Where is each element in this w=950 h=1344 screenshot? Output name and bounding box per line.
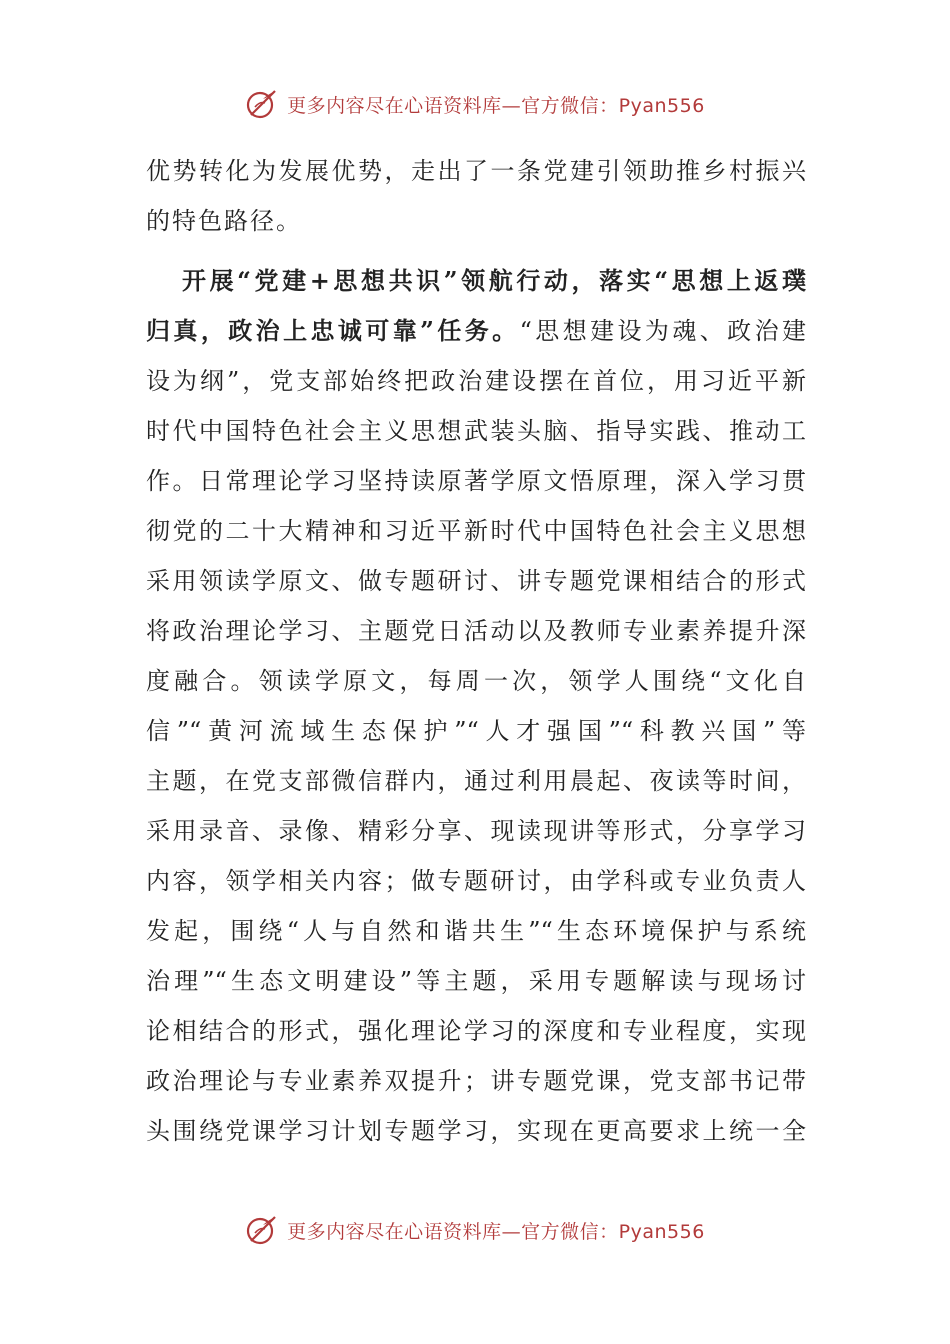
header-banner (0, 84, 950, 124)
text-line: 政治理论与专业素养双提升；讲专题党课，党支部书记带 (146, 1067, 806, 1095)
footer-banner (0, 1210, 950, 1250)
bold-heading-part: 归真，政治上忠诚可靠”任务。 (146, 316, 520, 345)
text-line: 内容，领学相关内容；做专题研讨，由学科或专业负责人 (146, 867, 806, 895)
footer-wechat-id: Pyan556 (618, 1220, 705, 1243)
document-body (146, 146, 806, 1156)
text-line: 彻党的二十大精神和习近平新时代中国特色社会主义思想 (146, 517, 806, 545)
quill-logo-icon (245, 1213, 279, 1247)
text-line: 主题，在党支部微信群内，通过利用晨起、夜读等时间， (146, 767, 806, 795)
text-line: 采用领读学原文、做专题研讨、讲专题党课相结合的形式 (146, 567, 806, 595)
text-line: 发起，围绕“人与自然和谐共生”“生态环境保护与系统 (146, 917, 806, 945)
text-line: 论相结合的形式，强化理论学习的深度和专业程度，实现 (146, 1017, 806, 1045)
text-line: 头围绕党课学习计划专题学习，实现在更高要求上统一全 (146, 1117, 806, 1145)
text-line: 将政治理论学习、主题党日活动以及教师专业素养提升深 (146, 617, 806, 645)
text-line: 时代中国特色社会主义思想武装头脑、指导实践、推动工 (146, 417, 806, 445)
text-line: 优势转化为发展优势，走出了一条党建引领助推乡村振兴 (146, 157, 806, 185)
header-banner-text: 更多内容尽在心语资料库—官方微信：Pyan556 (287, 94, 705, 117)
text-line: 设为纲”，党支部始终把政治建设摆在首位，用习近平新 (146, 367, 806, 395)
mixed-line (146, 306, 806, 356)
text-line: 信”“黄河流域生态保护”“人才强国”“科教兴国”等 (146, 717, 806, 745)
text-span: “思想建设为魂、政治建 (519, 317, 806, 345)
text-line: 的特色路径。 (146, 207, 302, 235)
text-line: 作。日常理论学习坚持读原著学原文悟原理，深入学习贯 (146, 467, 806, 495)
bold-heading-line: 开展“党建+思想共识”领航行动，落实“思想上返璞 (182, 266, 806, 295)
paragraph-2 (146, 256, 806, 1156)
quill-logo-icon (245, 87, 279, 121)
paragraph-1 (146, 146, 806, 246)
footer-banner-text: 更多内容尽在心语资料库—官方微信：Pyan556 (287, 1220, 705, 1243)
text-line: 治理”“生态文明建设”等主题，采用专题解读与现场讨 (146, 967, 806, 995)
header-wechat-id: Pyan556 (618, 94, 705, 117)
text-line: 度融合。领读学原文，每周一次，领学人围绕“文化自 (146, 667, 806, 695)
text-line: 采用录音、录像、精彩分享、现读现讲等形式，分享学习 (146, 817, 806, 845)
